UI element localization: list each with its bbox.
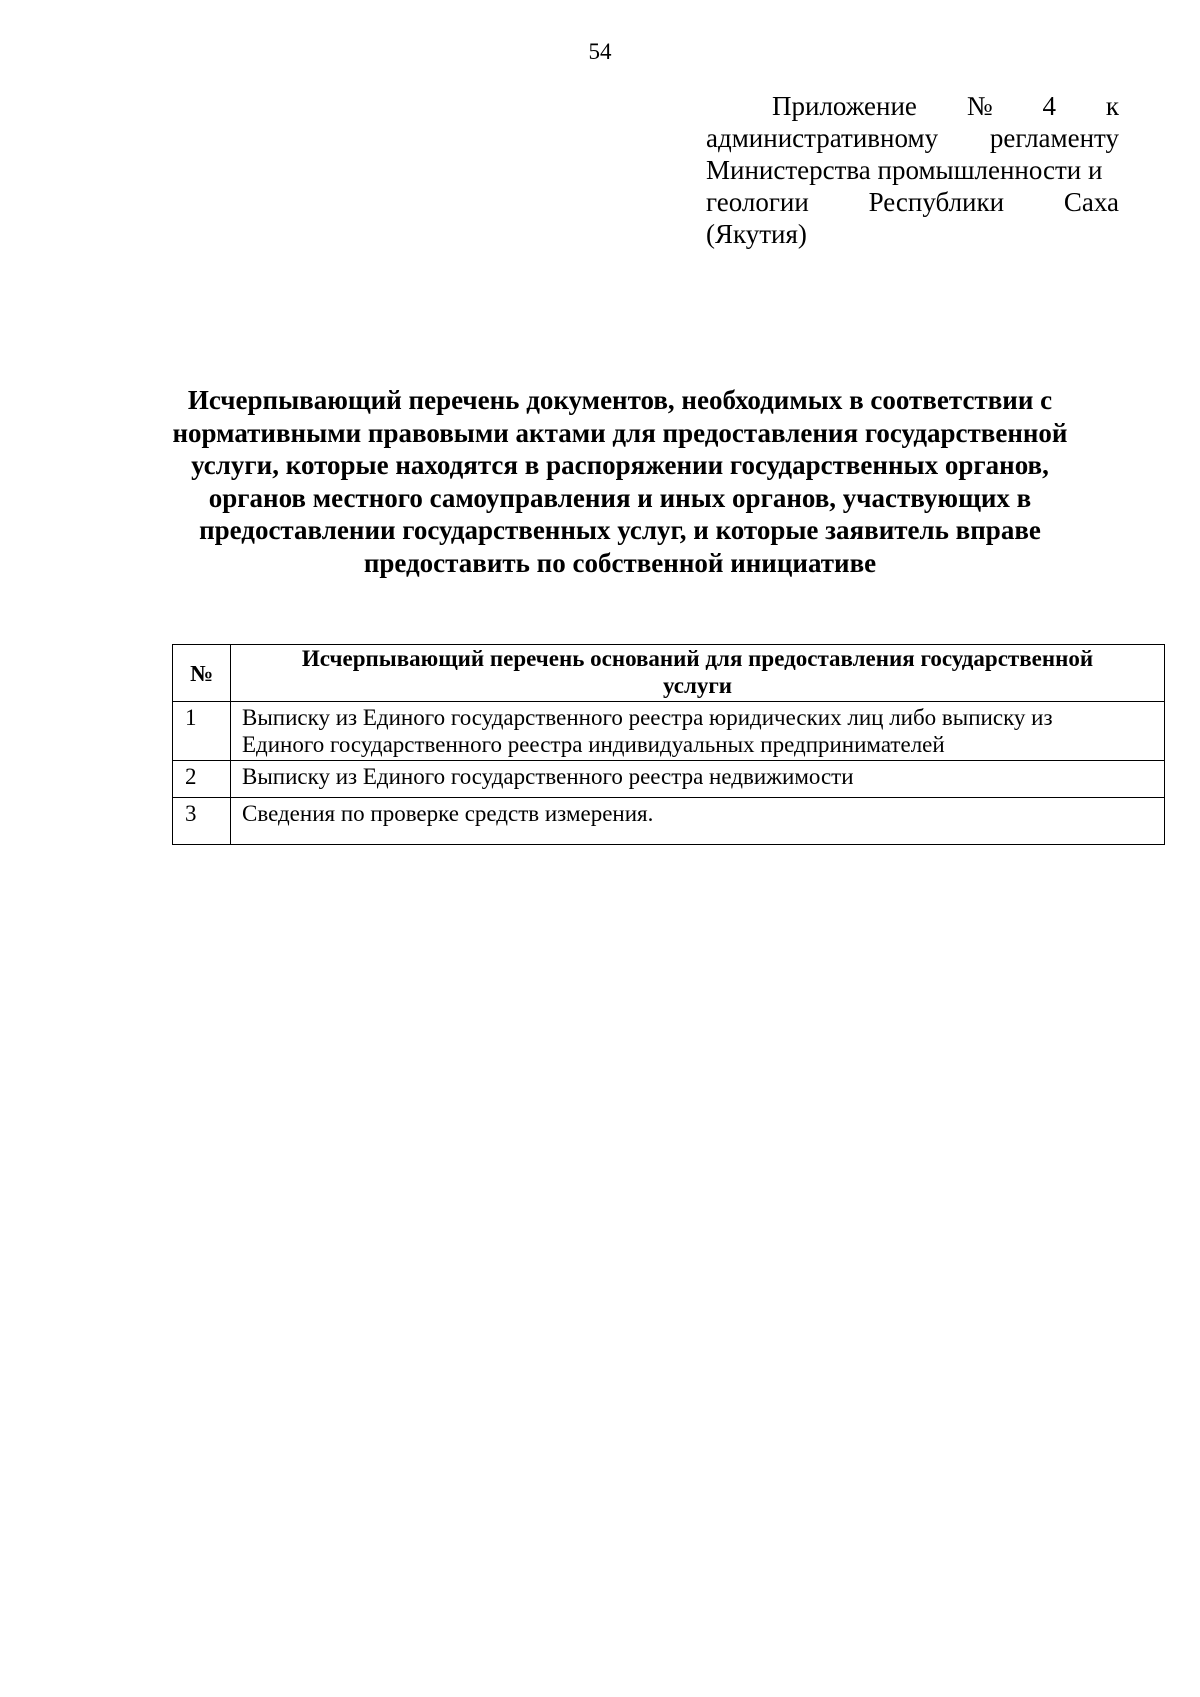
annex-word: геологии [706, 187, 809, 217]
table-row [173, 702, 1165, 761]
row-text-line: Выписку из Единого государственного реестра юридических лиц либо выписку из [242, 705, 1053, 730]
page-number: 54 [588, 39, 612, 64]
table-row [173, 761, 1165, 798]
column-header-number: № [173, 645, 231, 702]
annex-block [706, 90, 1119, 250]
annex-word: Республики [868, 187, 1005, 217]
row-text [231, 798, 1165, 845]
annex-word: к [1105, 91, 1119, 121]
row-text [231, 702, 1165, 761]
title-line: нормативными правовыми актами для предоставления государственной [172, 417, 1068, 448]
annex-word: Саха [1063, 187, 1119, 217]
row-text-line: Сведения по проверке средств измерения. [242, 801, 654, 826]
document-title [140, 384, 1100, 579]
annex-line-1 [706, 90, 1119, 122]
row-text [231, 761, 1165, 798]
row-text-line: Выписку из Единого государственного реестра недвижимости [242, 764, 854, 789]
title-line: предоставлении государственных услуг, и которые заявитель вправе [199, 515, 1041, 545]
annex-word: административному [706, 123, 939, 153]
row-number: 1 [173, 702, 231, 761]
title-line: Исчерпывающий перечень документов, необходимых в соответствии с [187, 385, 1053, 415]
row-number: 3 [173, 798, 231, 845]
table-row [173, 798, 1165, 845]
title-line: услуги, которые находятся в распоряжении государственных органов, [191, 450, 1049, 480]
row-number: 2 [173, 761, 231, 798]
annex-word: (Якутия) [706, 219, 807, 249]
row-text-line: Единого государственного реестра индивидуальных предпринимателей [242, 732, 945, 757]
column-header-title [231, 645, 1165, 702]
annex-line-3 [706, 154, 1119, 186]
annex-word: 4 [1042, 91, 1056, 121]
documents-table [172, 644, 1165, 845]
annex-word: регламенту [989, 123, 1119, 153]
annex-line-5 [706, 218, 1119, 250]
table-header-row [173, 645, 1165, 702]
annex-word: № [966, 91, 993, 121]
annex-word: Министерства промышленности и [706, 155, 1103, 185]
column-header-title-line: услуги [662, 673, 733, 698]
annex-word: Приложение [772, 91, 917, 121]
column-header-title-line: Исчерпывающий перечень оснований для предоставления государственной [301, 646, 1094, 671]
annex-line-2 [706, 122, 1119, 154]
title-line: предоставить по собственной инициативе [363, 547, 877, 578]
title-line: органов местного самоуправления и иных органов, участвующих в [208, 482, 1032, 513]
annex-line-4 [706, 186, 1119, 218]
